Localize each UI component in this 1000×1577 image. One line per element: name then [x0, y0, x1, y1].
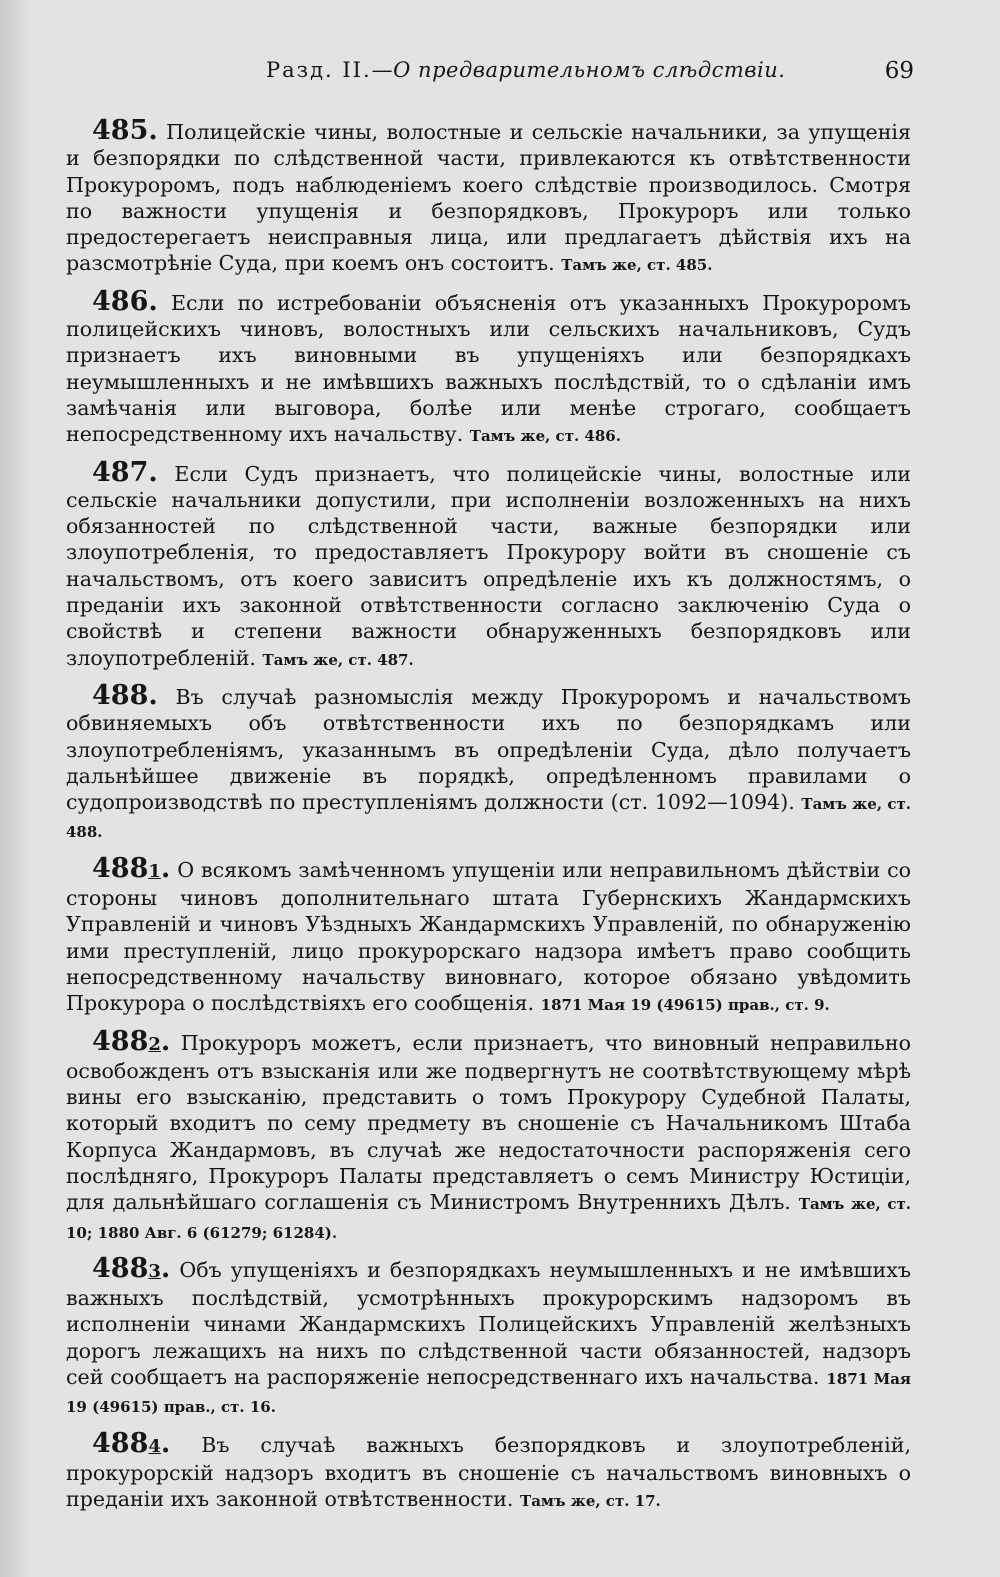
article-text: О всякомъ замѣченномъ упущеніи или неправильномъ дѣйствіи со стороны чиновъ дополнительнаго штата Губернскихъ Жандармскихъ Управленій и чиновъ Уѣздныхъ Жандармскихъ Управленій, по обнаруженію ими преступленій, лицо прокурорскаго надзора имѣетъ право сообщить непосредственному начальству виновнаго, которое обязано увѣдомить Прокурора о послѣдствіяхъ его сообщенія.: [66, 857, 912, 1016]
running-header: [66, 58, 914, 94]
article-487: [66, 456, 912, 673]
article-reference: Тамъ же, ст. 10; 1880 Авг. 6 (61279; 61284).: [66, 1195, 911, 1242]
article-number-main: 488: [92, 1252, 149, 1284]
article-reference: Тамъ же, ст. 488.: [66, 795, 911, 842]
article-number-sub: 3: [148, 1260, 161, 1282]
article-number: 486.: [92, 285, 158, 317]
article-number-sub: 1: [148, 860, 161, 882]
article-number: 4882.: [92, 1025, 171, 1057]
article-number: 485.: [92, 115, 158, 146]
article-text: Полицейскіе чины, волостные и сельскіе начальники, за упущенія и безпорядки по слѣдственной части, привлекаются къ отвѣтственности Прокуроромъ, подъ наблюденіемъ коего слѣдствіе производилось. Смотря по важности упущенія и безпорядковъ, Прокуроръ или только предостерегаетъ неисправныя лица, или предлагаетъ дѣйствія ихъ на разсмотрѣніе Суда, при коемъ онъ состоитъ.: [66, 120, 912, 276]
page-gutter-shadow: [0, 0, 30, 1577]
article-486: [66, 285, 912, 450]
article-488-1: [66, 852, 912, 1019]
article-text: Если Судъ признаетъ, что полицейскіе чины, волостные или сельскіе начальники допустили, при исполненіи возложенныхъ на нихъ обязанностей по слѣдственной части, важные безпорядки или злоупотребленія, то предоставляетъ Прокурору войти въ сношеніе съ начальствомъ, отъ коего зависитъ опредѣленіе ихъ къ должностямъ, о преданіи ихъ законной отвѣтственности согласно заключенію Суда о свойствѣ и степени важности обнаруженныхъ безпорядковъ или злоупотребленій.: [66, 461, 912, 670]
article-485: [66, 115, 912, 279]
article-text: Прокуроръ можетъ, если признаетъ, что виновный неправильно освобожденъ отъ взысканія или же подвергнутъ не соотвѣтствующему мѣрѣ вины его взысканію, представить о томъ Прокурору Судебной Палаты, который входитъ по сему предмету въ сношеніе съ Начальникомъ Штаба Корпуса Жандармовъ, въ случаѣ же недостаточности распоряженія сего послѣдняго, Прокуроръ Палаты представляетъ о семъ Министру Юстиціи, для дальнѣйшаго соглашенія съ Министромъ Внутреннихъ Дѣлъ.: [66, 1030, 911, 1215]
article-number: 488.: [92, 679, 158, 711]
article-reference: Тамъ же, ст. 487.: [262, 650, 414, 669]
article-number-main: 488: [92, 1427, 149, 1459]
article-text: Если по истребованіи объясненія отъ указанныхъ Прокуроромъ полицейскихъ чиновъ, волостныхъ или сельскихъ начальниковъ, Судъ признаетъ ихъ виновными въ упущеніяхъ или безпорядкахъ неумышленныхъ и не имѣвшихъ важныхъ послѣдствій, то о сдѣланіи имъ замѣчанія или выговора, болѣе или менѣе строгаго, сообщаетъ непосредственному ихъ начальству.: [66, 290, 912, 447]
header-subject: —О предварительномъ слѣдствіи.: [371, 58, 786, 82]
article-text: Въ случаѣ важныхъ безпорядковъ и злоупотребленій, прокурорскій надзоръ входитъ въ сношеніе съ начальствомъ виновныхъ о преданіи ихъ законной отвѣтственности.: [66, 1432, 912, 1512]
article-488: [66, 679, 911, 846]
article-number: 487.: [92, 456, 158, 488]
article-reference: Тамъ же, ст. 486.: [469, 427, 621, 446]
article-list: [66, 115, 912, 1525]
header-section: Разд. II.: [266, 58, 372, 82]
article-reference: Тамъ же, ст. 17.: [520, 1492, 661, 1511]
article-reference: 1871 Мая 19 (49615) прав., ст. 9.: [540, 996, 830, 1015]
article-text: Въ случаѣ разномыслія между Прокуроромъ и начальствомъ обвиняемыхъ объ отвѣтственности ихъ по безпорядкамъ или злоупотребленіямъ, указаннымъ въ опредѣленіи Суда, дѣло получаетъ дальнѣйшее движеніе въ порядкѣ, опредѣленномъ правилами о судопроизводствѣ по преступленіямъ должности (ст. 1092—1094).: [66, 684, 911, 815]
article-number-main: 488: [92, 1025, 149, 1057]
header-title: [266, 58, 785, 82]
article-number: 4883.: [92, 1252, 171, 1284]
article-reference: 1871 Мая 19 (49615) прав., ст. 16.: [66, 1370, 911, 1417]
article-488-3: [66, 1252, 911, 1421]
article-reference: Тамъ же, ст. 485.: [561, 256, 713, 275]
page-number: 69: [884, 58, 914, 84]
article-488-4: [66, 1427, 912, 1515]
article-488-2: [66, 1025, 911, 1246]
article-number: 4884.: [92, 1427, 171, 1459]
article-number: 4881.: [92, 852, 171, 884]
article-number-sub: 2: [148, 1033, 161, 1055]
article-text: Объ упущеніяхъ и безпорядкахъ неумышленныхъ и не имѣвшихъ важныхъ послѣдствій, усмотрѣнныхъ прокурорскимъ надзоромъ въ исполненіи чинами Жандармскихъ Полицейскихъ Управленій желѣзныхъ дорогъ лежащихъ на нихъ по слѣдственной части обязанностей, надзоръ сей сообщаетъ на распоряженіе непосредственнаго ихъ начальства.: [66, 1257, 911, 1390]
article-number-main: 488: [92, 852, 149, 884]
article-number-sub: 4: [148, 1435, 161, 1457]
